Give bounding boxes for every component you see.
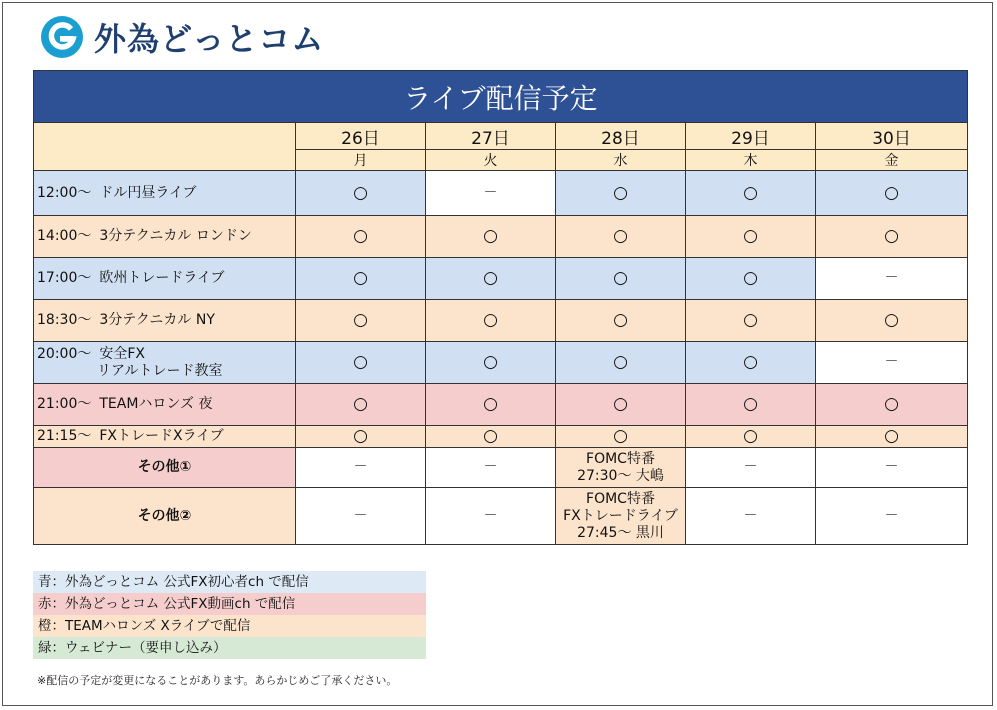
- corner-cell: [34, 123, 296, 171]
- program-name: 安全FX: [99, 345, 146, 362]
- scheduled-mark: ○: [686, 426, 816, 448]
- scheduled-mark: ○: [296, 384, 426, 426]
- other1-row: [34, 448, 968, 488]
- fomc-line: 27:45～ 黒川: [577, 524, 664, 541]
- scheduled-mark: ○: [296, 300, 426, 342]
- brand-name: 外為どっとコム: [94, 20, 325, 58]
- day-date: 30日: [816, 123, 968, 150]
- program-label: [34, 216, 296, 258]
- scheduled-mark: ○: [426, 426, 556, 448]
- day-weekday: 金: [816, 150, 968, 171]
- program-time: 14:00～: [37, 228, 92, 244]
- scheduled-mark: ○: [556, 384, 686, 426]
- scheduled-mark: ○: [296, 171, 426, 216]
- day-weekday: 木: [686, 150, 816, 171]
- day-date: 26日: [296, 123, 426, 150]
- schedule-cell: －: [296, 448, 426, 488]
- other1-label: その他①: [34, 448, 296, 488]
- program-name: 3分テクニカル NY: [99, 312, 215, 328]
- scheduled-mark: ○: [816, 300, 968, 342]
- not-scheduled-mark: －: [816, 258, 968, 300]
- day-date: 29日: [686, 123, 816, 150]
- scheduled-mark: ○: [426, 384, 556, 426]
- schedule-row: [34, 258, 968, 300]
- other2-row: [34, 488, 968, 545]
- legend: [33, 571, 426, 659]
- date-row: [34, 123, 968, 150]
- schedule-row: [34, 216, 968, 258]
- scheduled-mark: ○: [686, 216, 816, 258]
- schedule-cell: －: [426, 488, 556, 545]
- disclaimer-note: ※配信の予定が変更になることがあります。あらかじめご了承ください。: [37, 674, 398, 687]
- program-name: ドル円昼ライブ: [99, 184, 197, 201]
- schedule-row: [34, 342, 968, 384]
- program-time: 17:00～: [37, 270, 92, 286]
- schedule-cell: －: [816, 488, 968, 545]
- fomc-line: FOMC特番: [586, 450, 655, 467]
- scheduled-mark: ○: [816, 384, 968, 426]
- program-name: 欧州トレードライブ: [99, 270, 225, 286]
- legend-item-red: 赤：外為どっとコム 公式FX動画ch で配信: [33, 593, 426, 615]
- schedule-table: [33, 70, 968, 545]
- scheduled-mark: ○: [426, 258, 556, 300]
- scheduled-mark: ○: [296, 216, 426, 258]
- scheduled-mark: ○: [426, 300, 556, 342]
- not-scheduled-mark: －: [816, 342, 968, 384]
- scheduled-mark: ○: [816, 171, 968, 216]
- scheduled-mark: ○: [556, 426, 686, 448]
- program-label: [34, 342, 296, 384]
- scheduled-mark: ○: [556, 342, 686, 384]
- program-time: 21:00～: [37, 396, 92, 412]
- scheduled-mark: ○: [296, 258, 426, 300]
- scheduled-mark: ○: [556, 300, 686, 342]
- fomc-cell-1: [556, 448, 686, 488]
- scheduled-mark: ○: [556, 258, 686, 300]
- scheduled-mark: ○: [426, 216, 556, 258]
- legend-item-orange: 橙：TEAMハロンズ Xライブで配信: [33, 615, 426, 637]
- scheduled-mark: ○: [816, 426, 968, 448]
- program-time: 12:00～: [37, 184, 92, 201]
- other2-label: その他②: [34, 488, 296, 545]
- schedule-cell: －: [686, 488, 816, 545]
- program-label: [34, 258, 296, 300]
- scheduled-mark: ○: [686, 171, 816, 216]
- schedule-row: [34, 426, 968, 448]
- program-time: 18:30～: [37, 312, 92, 328]
- scheduled-mark: ○: [686, 258, 816, 300]
- scheduled-mark: ○: [296, 342, 426, 384]
- program-time: 21:15～: [37, 428, 92, 444]
- scheduled-mark: ○: [556, 171, 686, 216]
- day-date: 27日: [426, 123, 556, 150]
- program-name-line2: リアルトレード教室: [97, 362, 223, 379]
- day-weekday: 水: [556, 150, 686, 171]
- program-name: 3分テクニカル ロンドン: [99, 228, 252, 244]
- program-name: TEAMハロンズ 夜: [99, 396, 213, 412]
- schedule-row: [34, 384, 968, 426]
- program-name: FXトレードXライブ: [99, 428, 224, 444]
- program-label: [34, 171, 296, 216]
- program-label: [34, 426, 296, 448]
- schedule-row: [34, 171, 968, 216]
- program-label: [34, 300, 296, 342]
- schedule-row: [34, 300, 968, 342]
- day-weekday: 月: [296, 150, 426, 171]
- scheduled-mark: ○: [686, 342, 816, 384]
- fomc-line: FXトレードライブ: [563, 507, 678, 524]
- fomc-cell-2: [556, 488, 686, 545]
- scheduled-mark: ○: [296, 426, 426, 448]
- day-weekday: 火: [426, 150, 556, 171]
- scheduled-mark: ○: [426, 342, 556, 384]
- day-date: 28日: [556, 123, 686, 150]
- fomc-line: FOMC特番: [586, 490, 655, 507]
- program-label: [34, 384, 296, 426]
- schedule-cell: －: [686, 448, 816, 488]
- fomc-line: 27:30～ 大嶋: [577, 467, 664, 484]
- not-scheduled-mark: －: [426, 171, 556, 216]
- schedule-cell: －: [816, 448, 968, 488]
- schedule-cell: －: [296, 488, 426, 545]
- brand-logo-icon: [40, 15, 84, 59]
- scheduled-mark: ○: [686, 384, 816, 426]
- program-time: 20:00～: [37, 345, 92, 362]
- schedule-cell: －: [426, 448, 556, 488]
- scheduled-mark: ○: [816, 216, 968, 258]
- legend-item-green: 緑：ウェビナー（要申し込み）: [33, 637, 426, 659]
- title-row: [34, 71, 968, 123]
- schedule-title: ライブ配信予定: [34, 71, 968, 123]
- scheduled-mark: ○: [556, 216, 686, 258]
- scheduled-mark: ○: [686, 300, 816, 342]
- brand-logo: [40, 14, 324, 60]
- legend-item-blue: 青：外為どっとコム 公式FX初心者ch で配信: [33, 571, 426, 593]
